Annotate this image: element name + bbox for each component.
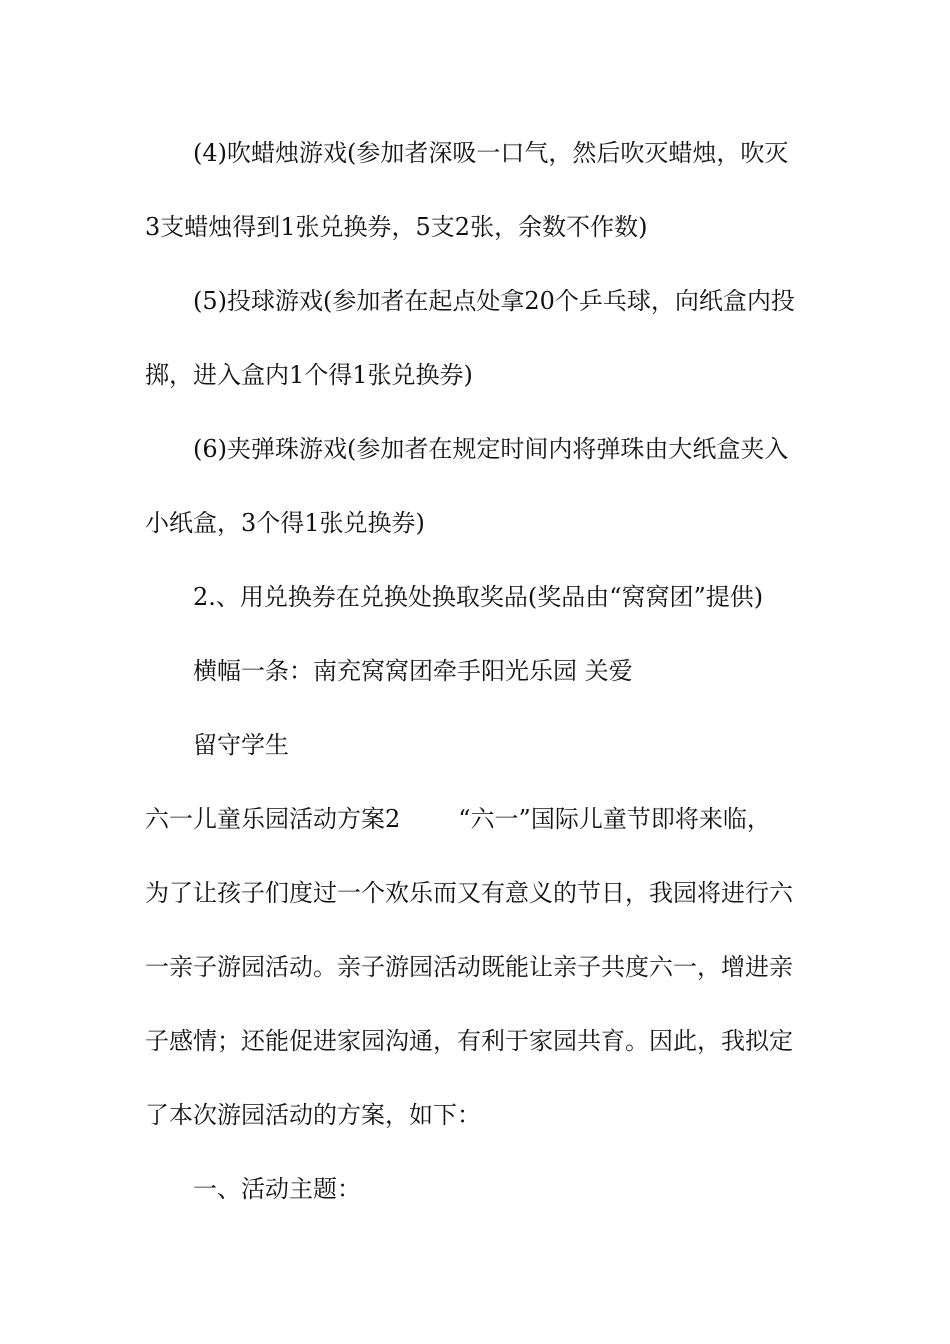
paragraph-line: 3支蜡烛得到1张兑换券，5支2张，余数不作数) <box>145 213 648 241</box>
paragraph-line: 了本次游园活动的方案，如下： <box>145 1101 481 1129</box>
paragraph-line: 一亲子游园活动。亲子游园活动既能让亲子共度六一，增进亲 <box>145 953 793 981</box>
section-title: 六一儿童乐园活动方案2 <box>145 805 401 833</box>
paragraph-line: 子感情；还能促进家园沟通，有利于家园共育。因此，我拟定 <box>145 1027 793 1055</box>
paragraph-line: 2.、用兑换券在兑换处换取奖品(奖品由“窝窝团”提供) <box>193 583 764 611</box>
paragraph-line: 为了让孩子们度过一个欢乐而又有意义的节日，我园将进行六 <box>145 879 793 907</box>
banner-line: 留守学生 <box>193 731 289 759</box>
banner-line: 横幅一条：南充窝窝团牵手阳光乐园 关爱 <box>193 657 633 685</box>
section-title-line <box>145 804 810 834</box>
paragraph-line: 小纸盒，3个得1张兑换券) <box>145 509 425 537</box>
paragraph-line: (4)吹蜡烛游戏(参加者深吸一口气，然后吹灭蜡烛，吹灭 <box>193 139 789 167</box>
paragraph-line: (6)夹弹珠游戏(参加者在规定时间内将弹珠由大纸盒夹入 <box>193 435 789 463</box>
heading-line: 一、活动主题： <box>193 1175 361 1203</box>
paragraph-line: 掷，进入盒内1个得1张兑换券) <box>145 361 473 389</box>
intro-text: “六一”国际儿童节即将来临， <box>458 805 771 833</box>
paragraph-line: (5)投球游戏(参加者在起点处拿20个乒乓球，向纸盒内投 <box>193 287 795 315</box>
